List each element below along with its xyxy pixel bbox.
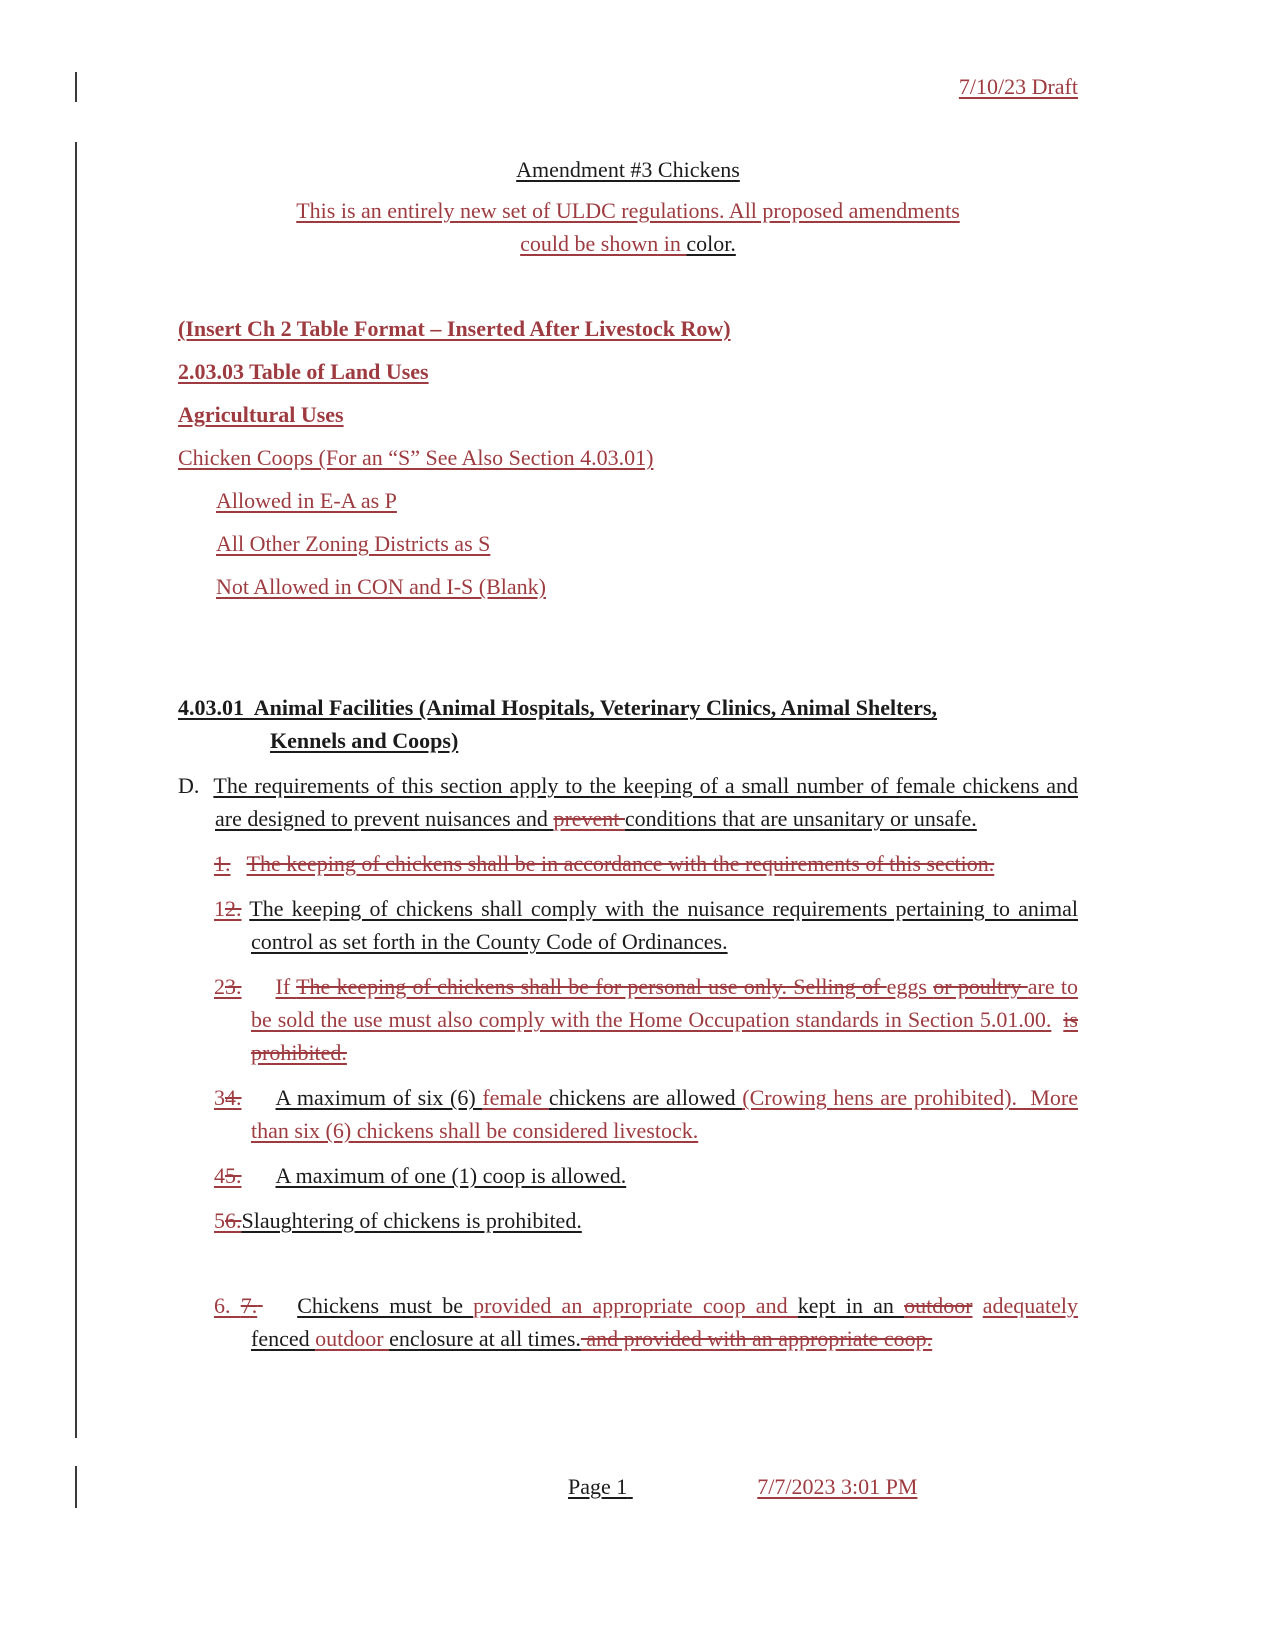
chicken-coops-line (178, 441, 1078, 474)
allowed-ea-line (216, 484, 1078, 517)
text-run: provided an appropriate coop and (473, 1293, 798, 1318)
text-run: A maximum of six (6) (275, 1085, 483, 1110)
tab-space (242, 1159, 276, 1192)
doc-title (178, 153, 1078, 186)
text-run: 3. (225, 974, 242, 999)
text-run: color. (686, 231, 736, 256)
text-run: Allowed in E-A as P (216, 488, 397, 513)
text-run: or poultry (933, 974, 1028, 999)
text-run: outdoor (904, 1293, 973, 1318)
text-run: female (482, 1085, 549, 1110)
item-3 (214, 1081, 1078, 1147)
item-4 (214, 1159, 1078, 1192)
text-run (1051, 1007, 1063, 1032)
tab-space (257, 1289, 297, 1322)
text-run: 2 (214, 974, 225, 999)
text-run: and provided with an appropriate coop. (580, 1326, 933, 1351)
item-1 (214, 892, 1078, 958)
text-run: 6. (214, 1293, 241, 1318)
item-2 (214, 970, 1078, 1069)
text-run: outdoor (315, 1326, 390, 1351)
page-footer (568, 1470, 917, 1503)
other-districts-line (216, 527, 1078, 560)
text-run: 7/10/23 Draft (958, 74, 1078, 99)
item-5 (214, 1204, 1078, 1237)
text-run: This is an entirely new set of ULDC regulations. All proposed amendments (296, 198, 960, 223)
text-run: 3 (214, 1085, 225, 1110)
text-run: 1. (214, 851, 231, 876)
text-run: 7. (240, 1293, 258, 1318)
text-run: are to be sold the use must also comply with the Home Occupation standards in Section 5.01.00. (251, 974, 1079, 1032)
text-run: A maximum of one (1) coop is allowed. (275, 1163, 627, 1188)
tab-space (242, 1081, 276, 1114)
tab-space (199, 769, 213, 802)
text-run: Chicken Coops (For an “S” See Also Section 4.03.01) (178, 445, 654, 470)
item-d (178, 769, 1078, 835)
text-run: Chickens must be (297, 1293, 474, 1318)
draft-label (178, 70, 1078, 103)
change-bar-footer (75, 1466, 77, 1508)
text-run: 5. (225, 1163, 242, 1188)
text-run: The requirements of this section apply to the keeping of a small number of female chickens and are designed to prevent nuisances and (213, 773, 1078, 831)
change-bar-header (75, 72, 77, 102)
text-run: kept in an (797, 1293, 905, 1318)
text-run: enclosure at all times. (389, 1326, 581, 1351)
land-uses-heading (178, 355, 1078, 388)
text-run: Amendment #3 Chickens (516, 157, 740, 182)
intro-note (178, 194, 1078, 260)
tab-space (231, 847, 247, 880)
section-heading (178, 691, 1078, 757)
text-run: The keeping of chickens shall comply with the nuisance requirements pertaining to animal control as set forth in the County Code of Ordinances. (249, 896, 1078, 954)
text-run: 4 (214, 1163, 225, 1188)
item-1-deleted (214, 847, 1078, 880)
text-run: could be shown in (520, 231, 687, 256)
text-run: conditions that are unsanitary or unsafe. (624, 806, 977, 831)
text-run: Page 1 (568, 1474, 628, 1499)
text-run: If (275, 974, 297, 999)
text-run (973, 1293, 983, 1318)
text-run: Slaughtering of chickens is prohibited. (241, 1208, 582, 1233)
text-run: eggs (886, 974, 934, 999)
item-6 (214, 1289, 1078, 1355)
text-run: 5 (214, 1208, 225, 1233)
text-run: fenced (251, 1326, 316, 1351)
not-allowed-line (216, 570, 1078, 603)
change-bar-body (75, 142, 77, 1438)
text-run: 4.03.01 Animal Facilities (Animal Hospitals, Veterinary Clinics, Animal Shelters, (178, 695, 937, 720)
text-run: is prohibited. (251, 1007, 1078, 1065)
text-run: chickens are allowed (548, 1085, 743, 1110)
text-run: 4. (225, 1085, 242, 1110)
text-run: All Other Zoning Districts as S (216, 531, 491, 556)
text-run: Not Allowed in CON and I-S (Blank) (216, 574, 546, 599)
text-run: 6. (225, 1208, 242, 1233)
text-run: 7/7/2023 3:01 PM (757, 1474, 918, 1499)
agricultural-uses-heading (178, 398, 1078, 431)
tab-space (242, 970, 276, 1003)
text-run: (Crowing hens are prohibited). More than six (6) chickens shall be considered livestock. (251, 1085, 1078, 1143)
document-body (178, 70, 1079, 1499)
text-run: 1 (214, 896, 225, 921)
text-run: The keeping of chickens shall be for personal use only. Selling of (296, 974, 887, 999)
insert-note (178, 312, 1078, 345)
text-run: 2.03.03 Table of Land Uses (178, 359, 429, 384)
tab-space (627, 1470, 757, 1503)
text-run: The keeping of chickens shall be in accordance with the requirements of this section. (246, 851, 995, 876)
text-run: (Insert Ch 2 Table Format – Inserted After Livestock Row) (178, 316, 731, 341)
text-run: Kennels and Coops) (270, 728, 459, 753)
text-run: adequately (982, 1293, 1079, 1318)
text-run: prevent (553, 806, 625, 831)
text-run: 2. (225, 896, 242, 921)
text-run: D. (178, 773, 200, 798)
text-run: Agricultural Uses (178, 402, 344, 427)
